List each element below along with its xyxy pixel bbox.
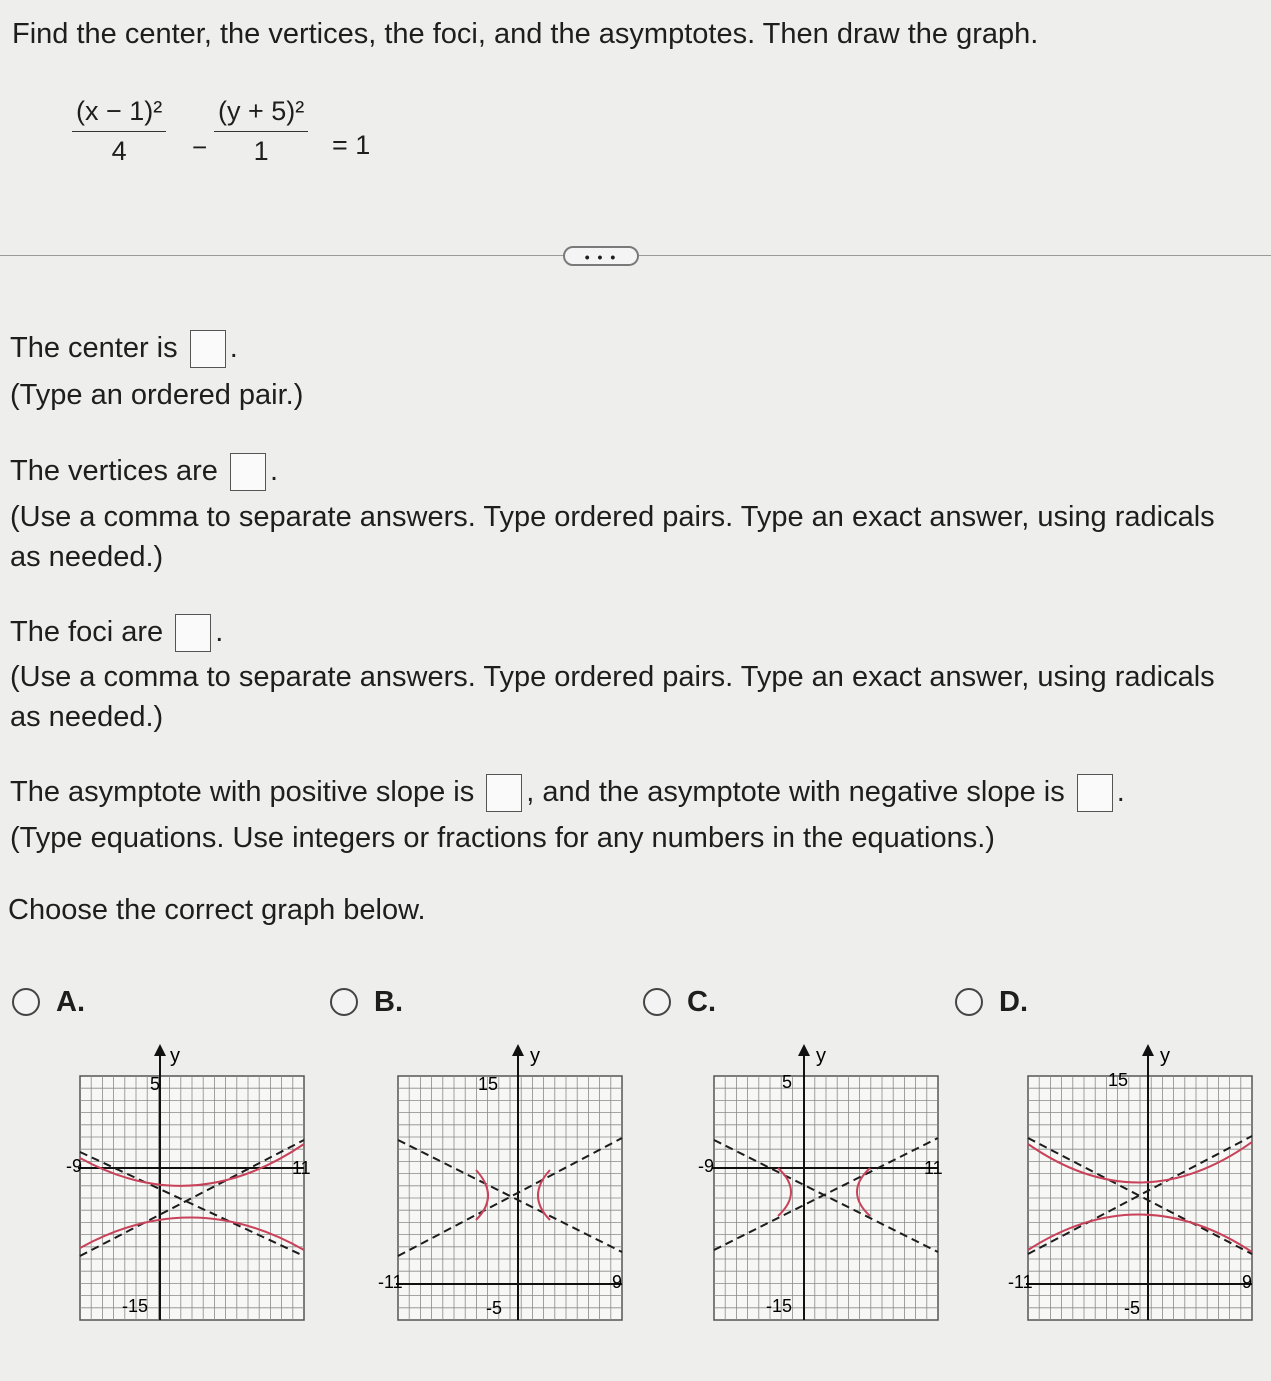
- fraction-denominator: 1: [253, 136, 269, 166]
- x-max-label: 11: [292, 1158, 311, 1178]
- y-axis-label: y: [1160, 1045, 1170, 1067]
- radio-button[interactable]: [330, 988, 358, 1016]
- choice-label: C.: [687, 985, 716, 1018]
- x-min-label: -11: [378, 1272, 403, 1292]
- asymptote-negative-input[interactable]: [1077, 774, 1113, 812]
- fraction-numerator: (y + 5)²: [214, 96, 308, 132]
- asymptote-question: [10, 772, 1125, 812]
- x-min-label: -11: [1008, 1272, 1033, 1292]
- vertices-question: [10, 451, 278, 491]
- equation-fraction-y: [214, 96, 308, 167]
- center-input[interactable]: [190, 330, 226, 368]
- graph-c[interactable]: [694, 1040, 954, 1330]
- foci-label: The foci are: [10, 616, 164, 648]
- y-axis-label: y: [170, 1045, 180, 1067]
- y-axis-label: y: [816, 1045, 826, 1067]
- graph-b[interactable]: [378, 1040, 638, 1330]
- y-min-label: -5: [1124, 1298, 1141, 1318]
- asymptote-negative-label: , and the asymptote with negative slope is: [526, 776, 1065, 808]
- vertices-hint: (Use a comma to separate answers. Type ordered pairs. Type an exact answer, using radicals as needed.): [10, 501, 1215, 573]
- y-min-label: -5: [486, 1298, 503, 1318]
- y-axis-arrow-icon: [798, 1044, 810, 1056]
- grid: [714, 1076, 938, 1320]
- radio-button[interactable]: [643, 988, 671, 1016]
- foci-hint: (Use a comma to separate answers. Type ordered pairs. Type an exact answer, using radicals as needed.): [10, 661, 1215, 733]
- equation-rhs: = 1: [332, 130, 371, 160]
- x-min-label: -9: [698, 1156, 715, 1176]
- center-period: .: [229, 332, 238, 364]
- y-max-label: 15: [1108, 1070, 1129, 1090]
- equation-minus: −: [192, 132, 208, 162]
- x-max-label: 9: [1242, 1272, 1253, 1292]
- x-max-label: 9: [612, 1272, 623, 1292]
- asymptote-positive-label: The asymptote with positive slope is: [10, 776, 475, 808]
- show-more-button[interactable]: • • •: [563, 246, 639, 266]
- foci-input[interactable]: [175, 614, 211, 652]
- equation-fraction-x: [72, 96, 166, 167]
- y-axis-label: y: [530, 1045, 540, 1067]
- x-min-label: -9: [66, 1156, 83, 1176]
- radio-button[interactable]: [12, 988, 40, 1016]
- y-axis-arrow-icon: [1142, 1044, 1154, 1056]
- choice-c[interactable]: [643, 985, 716, 1019]
- y-max-label: 5: [150, 1074, 161, 1094]
- asymptote-positive-input[interactable]: [486, 774, 522, 812]
- center-label: The center is: [10, 332, 178, 364]
- vertices-period: .: [269, 455, 279, 487]
- y-max-label: 15: [478, 1074, 499, 1094]
- graph-a[interactable]: [60, 1040, 320, 1330]
- choose-graph-label: Choose the correct graph below.: [8, 894, 426, 926]
- asymptote-period: .: [1116, 776, 1125, 808]
- fraction-numerator: (x − 1)²: [72, 96, 166, 132]
- choice-label: D.: [999, 985, 1028, 1018]
- choice-b[interactable]: [330, 985, 403, 1019]
- choice-label: B.: [374, 985, 403, 1018]
- x-max-label: 11: [924, 1158, 943, 1178]
- y-axis-arrow-icon: [512, 1044, 524, 1056]
- choice-a[interactable]: [12, 985, 85, 1019]
- vertices-label: The vertices are: [10, 455, 218, 487]
- fraction-denominator: 4: [111, 136, 127, 166]
- graph-d[interactable]: [1008, 1040, 1268, 1330]
- y-max-label: 5: [782, 1072, 793, 1092]
- choice-d[interactable]: [955, 985, 1028, 1019]
- radio-button[interactable]: [955, 988, 983, 1016]
- y-axis-arrow-icon: [154, 1044, 166, 1056]
- foci-question: [10, 612, 223, 652]
- vertices-input[interactable]: [230, 453, 266, 491]
- instruction-text: Find the center, the vertices, the foci, and the asymptotes. Then draw the graph.: [12, 18, 1039, 50]
- y-min-label: -15: [766, 1296, 793, 1316]
- foci-period: .: [215, 616, 224, 648]
- center-question: [10, 328, 238, 368]
- asymptote-hint: (Type equations. Use integers or fractions for any numbers in the equations.): [10, 822, 995, 854]
- y-min-label: -15: [122, 1296, 149, 1316]
- grid: [80, 1076, 304, 1320]
- center-hint: (Type an ordered pair.): [10, 379, 304, 411]
- choice-label: A.: [56, 985, 85, 1018]
